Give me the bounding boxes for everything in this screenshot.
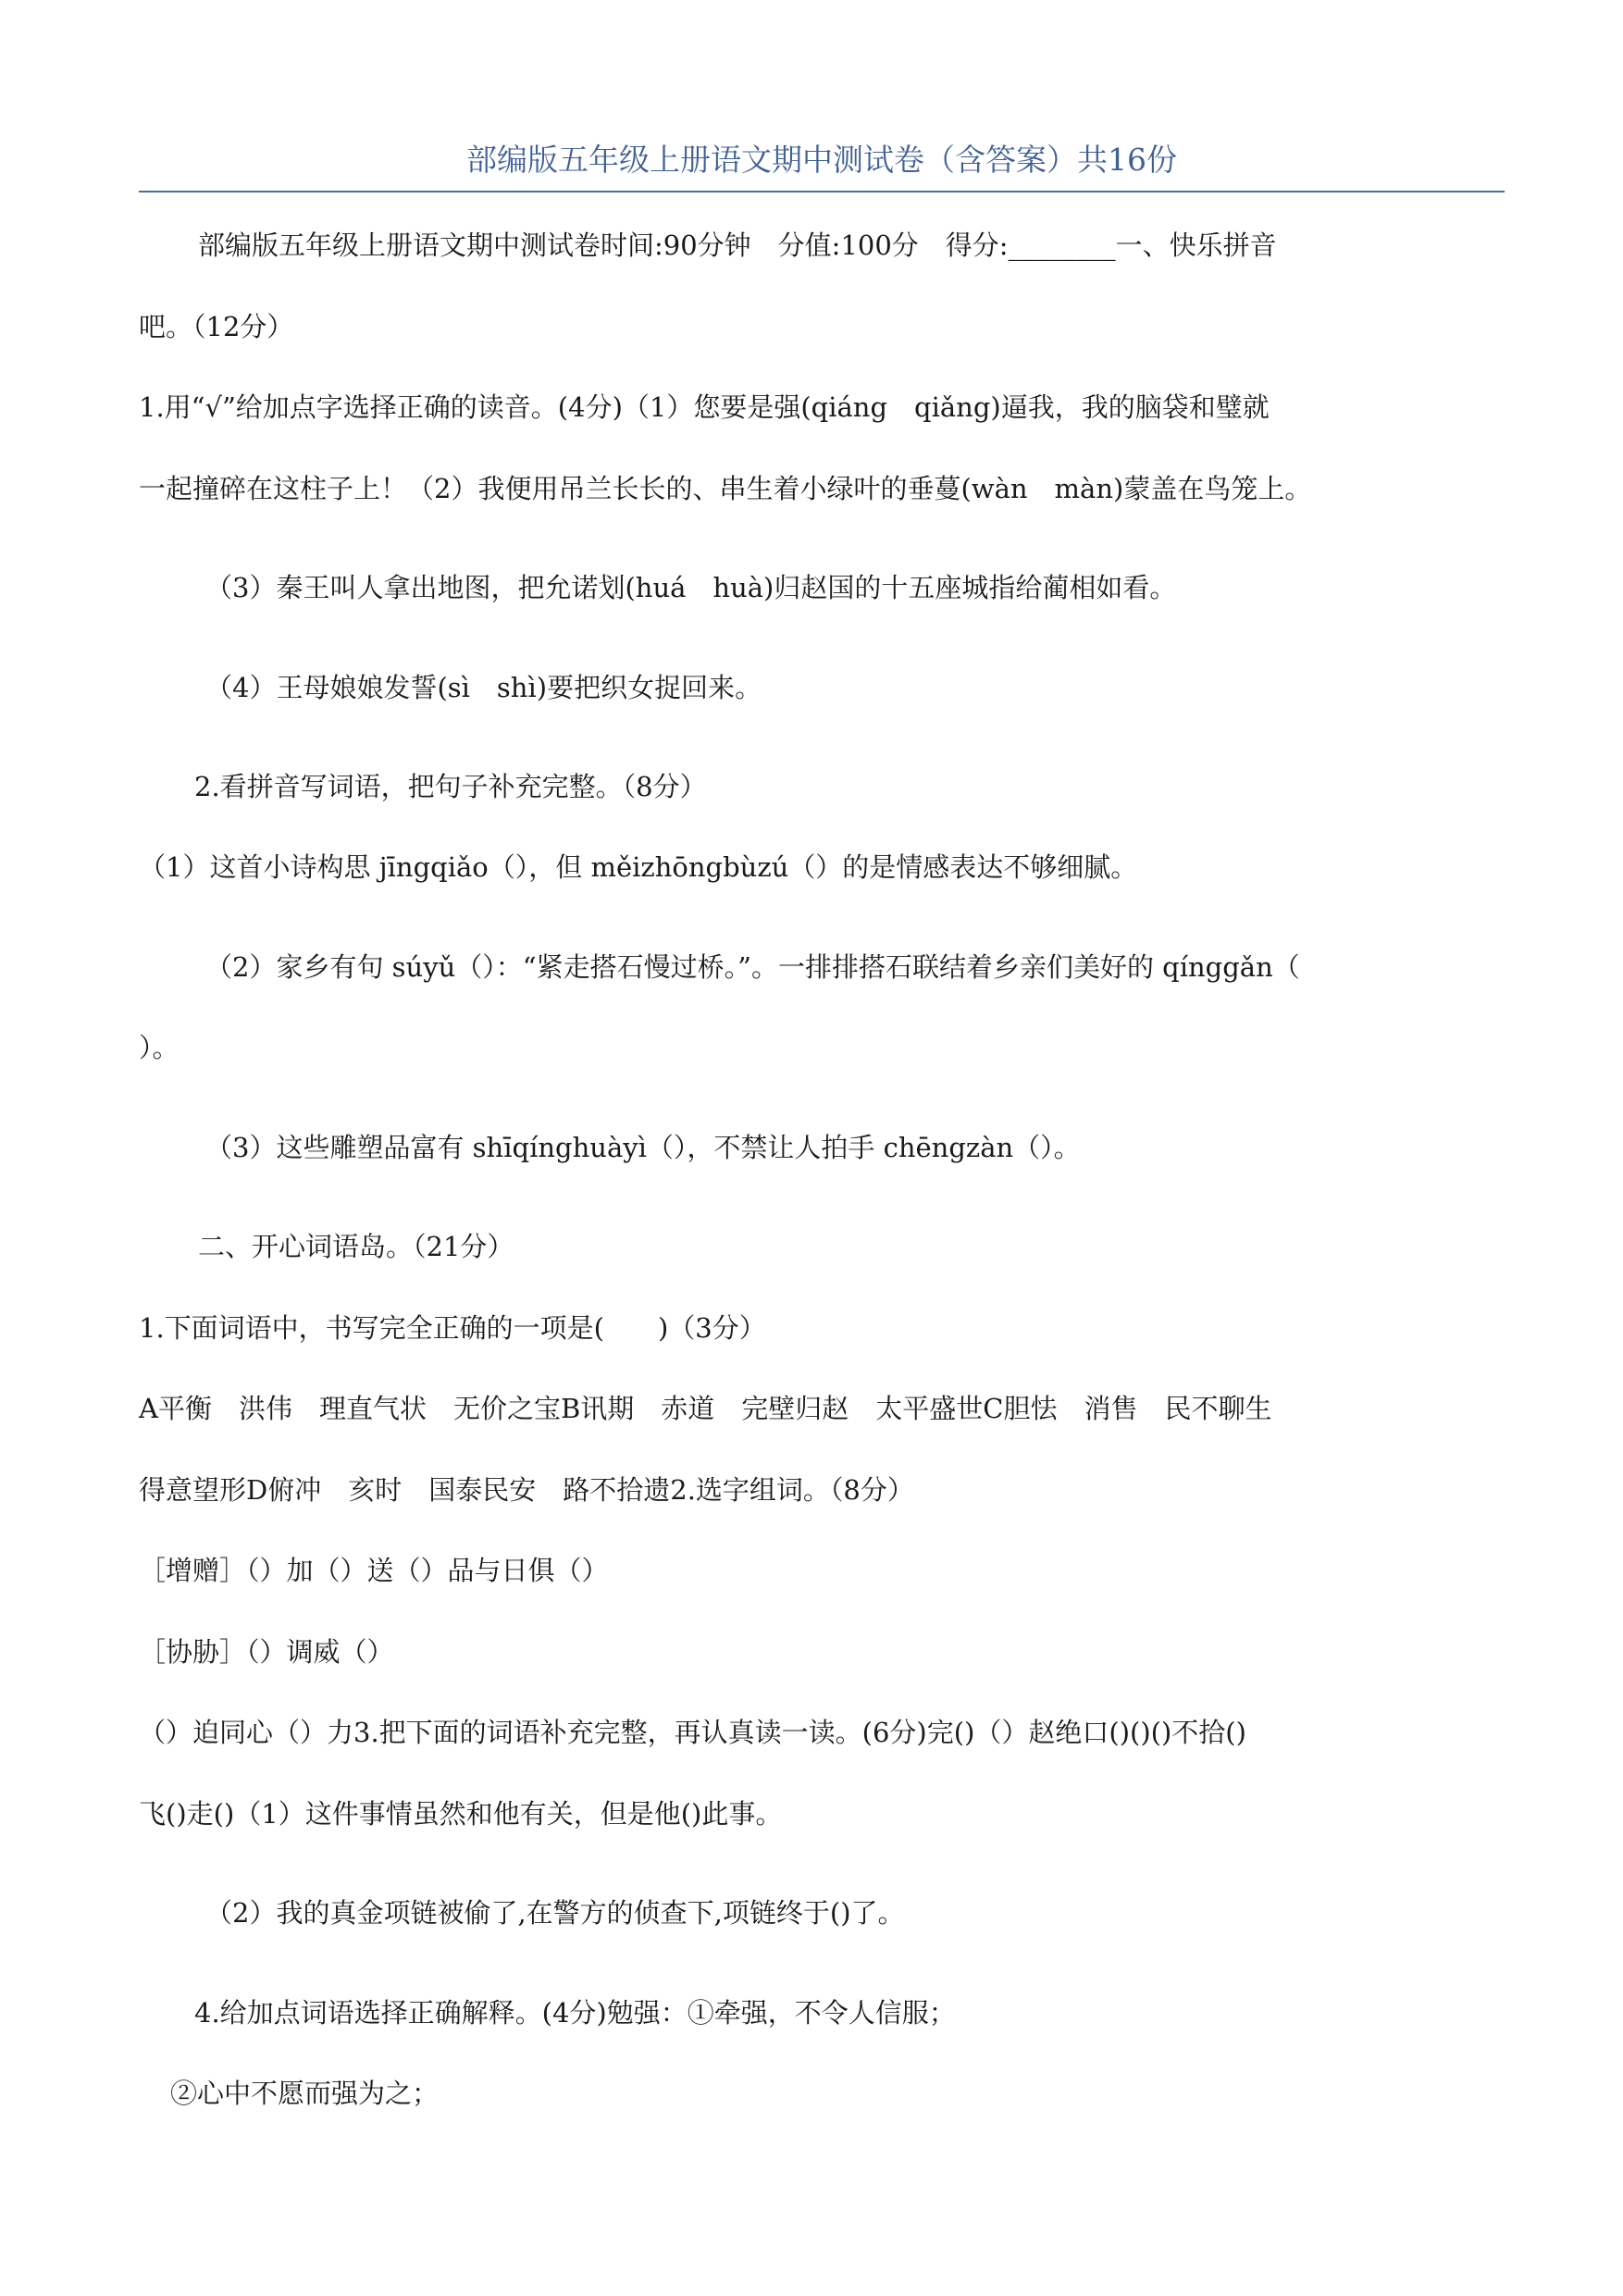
- text-line-7: 2.看拼音写词语，把句子补充完整。（8分）: [194, 771, 707, 802]
- text-line-21: 4.给加点词语选择正确解释。(4分)勉强：①牵强，不令人信服；: [194, 1997, 956, 2029]
- document-title: 部编版五年级上册语文期中测试卷（含答案）共16份: [466, 142, 1177, 178]
- text-line-20: （2）我的真金项链被偷了,在警方的侦查下,项链终于()了。: [205, 1897, 905, 1929]
- text-line-1: 部编版五年级上册语文期中测试卷时间:90分钟 分值:100分 得分:________一、快乐拼音: [198, 230, 1277, 261]
- text-line-15: 得意望形D俯冲 亥时 国泰民安 路不拾遗2.选字组词。（8分）: [139, 1474, 914, 1506]
- text-line-12: 二、开心词语岛。（21分）: [198, 1231, 514, 1262]
- text-line-10: ）。: [139, 1032, 180, 1063]
- text-line-4: 一起撞碎在这柱子上！（2）我便用吊兰长长的、串生着小绿叶的垂蔓(wàn màn)蒙盖在鸟笼上。: [139, 473, 1312, 504]
- text-line-9: （2）家乡有句 súyǔ（）：“紧走搭石慢过桥。”。一排排搭石联结着乡亲们美好的 qínggǎn（: [205, 951, 1300, 983]
- text-line-19: 飞()走()（1）这件事情虽然和他有关，但是他()此事。: [139, 1798, 783, 1830]
- text-line-13: 1.下面词语中，书写完全正确的一项是( )（3分）: [139, 1312, 766, 1344]
- text-line-5: （3）秦王叫人拿出地图，把允诺划(huá huà)归赵国的十五座城指给蔺相如看。: [205, 572, 1177, 603]
- text-line-6: （4）王母娘娘发誓(sì shì)要把织女捉回来。: [205, 672, 762, 703]
- text-line-8: （1）这首小诗构思 jīngqiǎo（），但 měizhōngbùzú（）的是情感表达不够细腻。: [139, 851, 1138, 883]
- text-line-14: A平衡 洪伟 理直气状 无价之宝B讯期 赤道 完壁归赵 太平盛世C胆怯 消售 民不聊生: [139, 1393, 1272, 1424]
- text-line-18: （）迫同心（）力3.把下面的词语补充完整，再认真读一读。(6分)完()（）赵绝口()()()不拾(): [139, 1717, 1246, 1748]
- text-line-22: ②心中不愿而强为之；: [170, 2078, 440, 2109]
- text-line-16: ［增赠］（）加（）送（）品与日俱（）: [139, 1555, 609, 1586]
- text-line-2: 吧。（12分）: [139, 311, 294, 342]
- text-line-3: 1.用“√”给加点字选择正确的读音。(4分)（1）您要是强(qiáng qiǎng)逼我，我的脑袋和璧就: [139, 391, 1270, 423]
- title-underline: [139, 191, 1505, 192]
- text-line-17: ［协胁］（）调威（）: [139, 1636, 394, 1668]
- text-line-11: （3）这些雕塑品富有 shīqínghuàyì（），不禁让人拍手 chēngzàn（）。: [205, 1132, 1081, 1163]
